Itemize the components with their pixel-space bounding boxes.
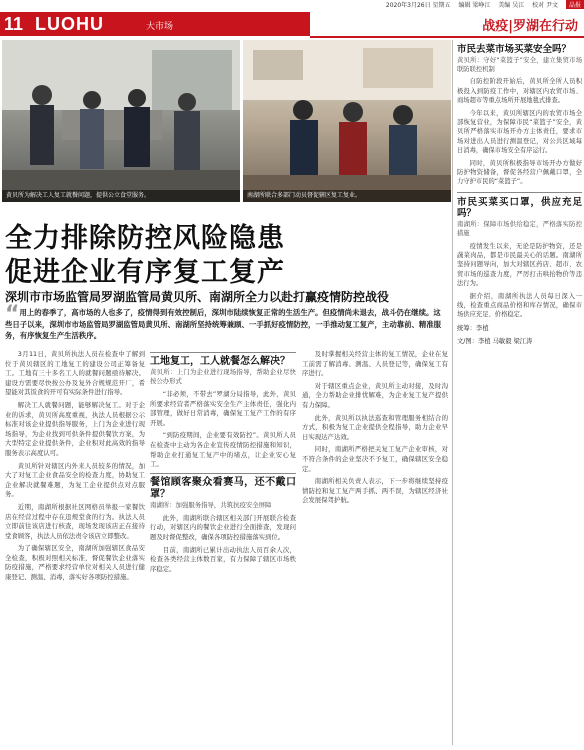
page-header [0,12,584,36]
lead-text: 用上的春季了，高市场的人也多了，疫情得到有效控制后，深圳市陆续恢复正常的生活生产。但疫情尚未退去，战斗仍在继续。这些日子以来，深圳市市场监管局罗湖监管局黄贝所、南湖所坚持统筹兼顾、一手抓好疫情防控，一手推动复工复产，主动靠前、精准服务，有序恢复生产生活秩序。 [5,308,442,340]
headline-line-2: 促进企业有序复工复产 [5,257,285,288]
photo-inspection [243,40,451,202]
subsection-title: 工地复工，工人就餐怎么解决？ [150,356,290,367]
issue-date: 2020年3月26日 星期五 [385,2,451,9]
editor-credit: 编辑 梁峥江 [458,2,491,9]
reporter-credit: 文/图：李植 马敏毅 梁江涛 [457,338,533,346]
photo-inspection-scene [243,40,451,202]
paragraph: 据介绍，南湖所执法人员每日深入一线，检查重点商品价格和库存情况，确保市场供应充足、价格稳定。 [457,292,582,319]
paragraph: 近期，南湖所根据社区网格员举报一家餐饮店在经营过程中存在违规堂食的行为。执法人员立即前往该店进行核查，现场发现该店正在接待堂食顾客，执法人员依法责令该店立即整改。 [5,502,145,540]
proof-credit: 校对 尹文 [532,2,559,9]
sidebar-answer-2: 南湖所：保障市场供给稳定，严格落实防控措施 [457,220,582,238]
designer-credit: 美编 吴江 [498,2,525,9]
article-lead [5,302,445,341]
column-divider [452,40,453,745]
photo-caption-1: 黄贝所为解决工人复工就餐问题，提供公立食堂服务。 [2,190,240,202]
paragraph: 疫情发生以来，无论是防护物资，还是蔬菜肉品，都是市民最关心的话题。南湖所坚持问题导向，加大对辖区药店、超市、农贸市场的巡查力度，严厉打击哄抬物价等违法行为。 [457,242,582,288]
photo-caption-2: 南湖所联合多部门动员督促辖区复工复业。 [243,190,451,202]
paragraph: 目前，南湖所已累计出动执法人员百余人次，检查各类经营主体数百家，有力保障了辖区市场秩序稳定。 [150,545,296,573]
paragraph: 黄贝所针对辖区内外来人员较多的情况，加大了对复工企业食品安全的检查力度，协助复工企业解决就餐难题，为复工企业提供点对点服务。 [5,461,145,499]
brand-logo: 晶报 [566,0,584,9]
header-red-band [0,12,310,36]
photo-canteen-scene [2,40,240,202]
coordinator-credit: 统筹：李植 [457,324,489,332]
top-info-line [0,0,584,10]
quote-mark-icon: “ [5,302,20,327]
paragraph: 解决工人就餐问题，能够解决复工。对于企业的诉求，黄贝所高度重视，执法人员根据公示标准对该企业提供指导服务，上门为企业进行现场指导，为企业找到可供条件提供餐饮方案，为大型特定企业提供条件，企业积对此高效的指导服务表示高度认可。 [5,400,145,457]
paragraph: 及时掌握相关经营主体的复工情况，企业在复工前需了解消毒、测温、人员登记等，确保复工有序进行。 [302,350,448,378]
subsection-note: 南湖所：加强服务指导，共筑抗疫安全屏障 [150,500,272,509]
subsection-note: 黄贝所：上门为企业进行现场指导，帮助企业尽快按公办形式 [150,368,296,385]
column-title: 战疫|罗湖在行动 [482,19,578,34]
article-column-1 [5,350,145,745]
sidebar-answer-1: 黄贝所：守好“菜篮子”安全，建立集贸市场联防联控机制 [457,56,582,73]
paragraph: “到防疫期间，企业要有效防控”。黄贝所人员在检查中主动为各企业宣传疫情防控措施和知识，帮助企业打通复工复产中的堵点，让企业安心复工。 [150,431,296,469]
sidebar-divider [457,192,582,193]
paragraph: 此外，黄贝所以执法巡查和管理服务相结合的方式，积极为复工企业提供全程指导，助力企业早日实现达产达效。 [302,413,448,441]
subsection-heading-2 [150,473,296,510]
paragraph: 自防控阶段开始后，黄贝所全所人员积极投入到防疫工作中，对辖区内农贸市场、商场超市等重点场所开展地毯式排查。 [457,78,582,105]
sidebar-question-1: 市民去菜市场买菜安全吗？ [457,44,572,55]
headline-line-1: 全力排除防控风险隐患 [5,223,285,254]
header-right [310,12,584,38]
paragraph: 南湖所相关负责人表示，下一步将继续坚持疫情防控和复工复产两手抓、两不误，为辖区经济社会发展保驾护航。 [302,477,448,505]
photo-canteen [2,40,240,202]
page-name: LUOHU [35,14,104,34]
article-subhead: 深圳市市场监管局罗湖监管局黄贝所、南湖所全力以赴打赢疫情防控战役 [5,290,390,304]
article-column-3 [302,350,448,745]
sidebar-column [457,40,582,745]
paragraph: “非必须，不带去”罗湖分局指导，此外，黄贝所要求经营者严格落实安全生产主体责任，强化内部管理，做好日常消毒，确保复工复产工作的有序开展。 [150,390,296,427]
subsection-heading-1 [150,352,296,386]
article-column-2 [150,350,296,745]
page-number: 11 [4,14,24,34]
paragraph: 对于辖区重点企业，黄贝所主动对接，及时沟通，全力帮助企业排忧解难，为企业复工复产提供有力保障。 [302,381,448,409]
section-label: 大市场 [146,22,174,32]
sidebar-question-2: 市民买菜买口罩，供应充足吗？ [457,196,582,220]
paragraph: 此外，南湖所联合辖区相关部门开展联合检查行动，对辖区内的餐饮企业进行全面排查，发现问题及时督促整改，确保各项防控措施落实到位。 [150,513,296,541]
paragraph: 3月11日，黄贝所执法人员在检查中了解到位于黄贝辖区的工地复工的建设公司正筹备复工。工地有三十多名工人的就餐问题亟待解决。建设方需要尽快按公办及复外合规规范开厂，希望能对其饭食的开可有实际条件进行指导。 [5,350,145,397]
paragraph: 今年以来，黄贝所辖区内的农贸市场全部恢复营业，为保障市民“菜篮子”安全，黄贝所严格落实市场开办方主体责任，要求市场对进出人员进行测温登记，对公共区域每日消毒，确保市场安全有序运行。 [457,109,582,155]
subsection-title: 餐馆顾客聚众看赛马，还不戴口罩？ [150,476,296,500]
paragraph: 同时，南湖所严格把关复工复产企业审核，对不符合条件的企业坚决不予复工，确保辖区安全稳定。 [302,445,448,473]
paragraph: 为了确保辖区安全，南湖所加强辖区食品安全检查，积极对照相关标准，督促餐饮企业落实防疫措施，严格要求经营单位对相关人员进行健康登记、测温、消毒，落实好各项防控措施。 [5,544,145,582]
paragraph: 同时，黄贝所积极指导市场开办方做好防护物资储备，督促各经营户佩戴口罩，全力守护市民的“菜篮子”。 [457,159,582,186]
